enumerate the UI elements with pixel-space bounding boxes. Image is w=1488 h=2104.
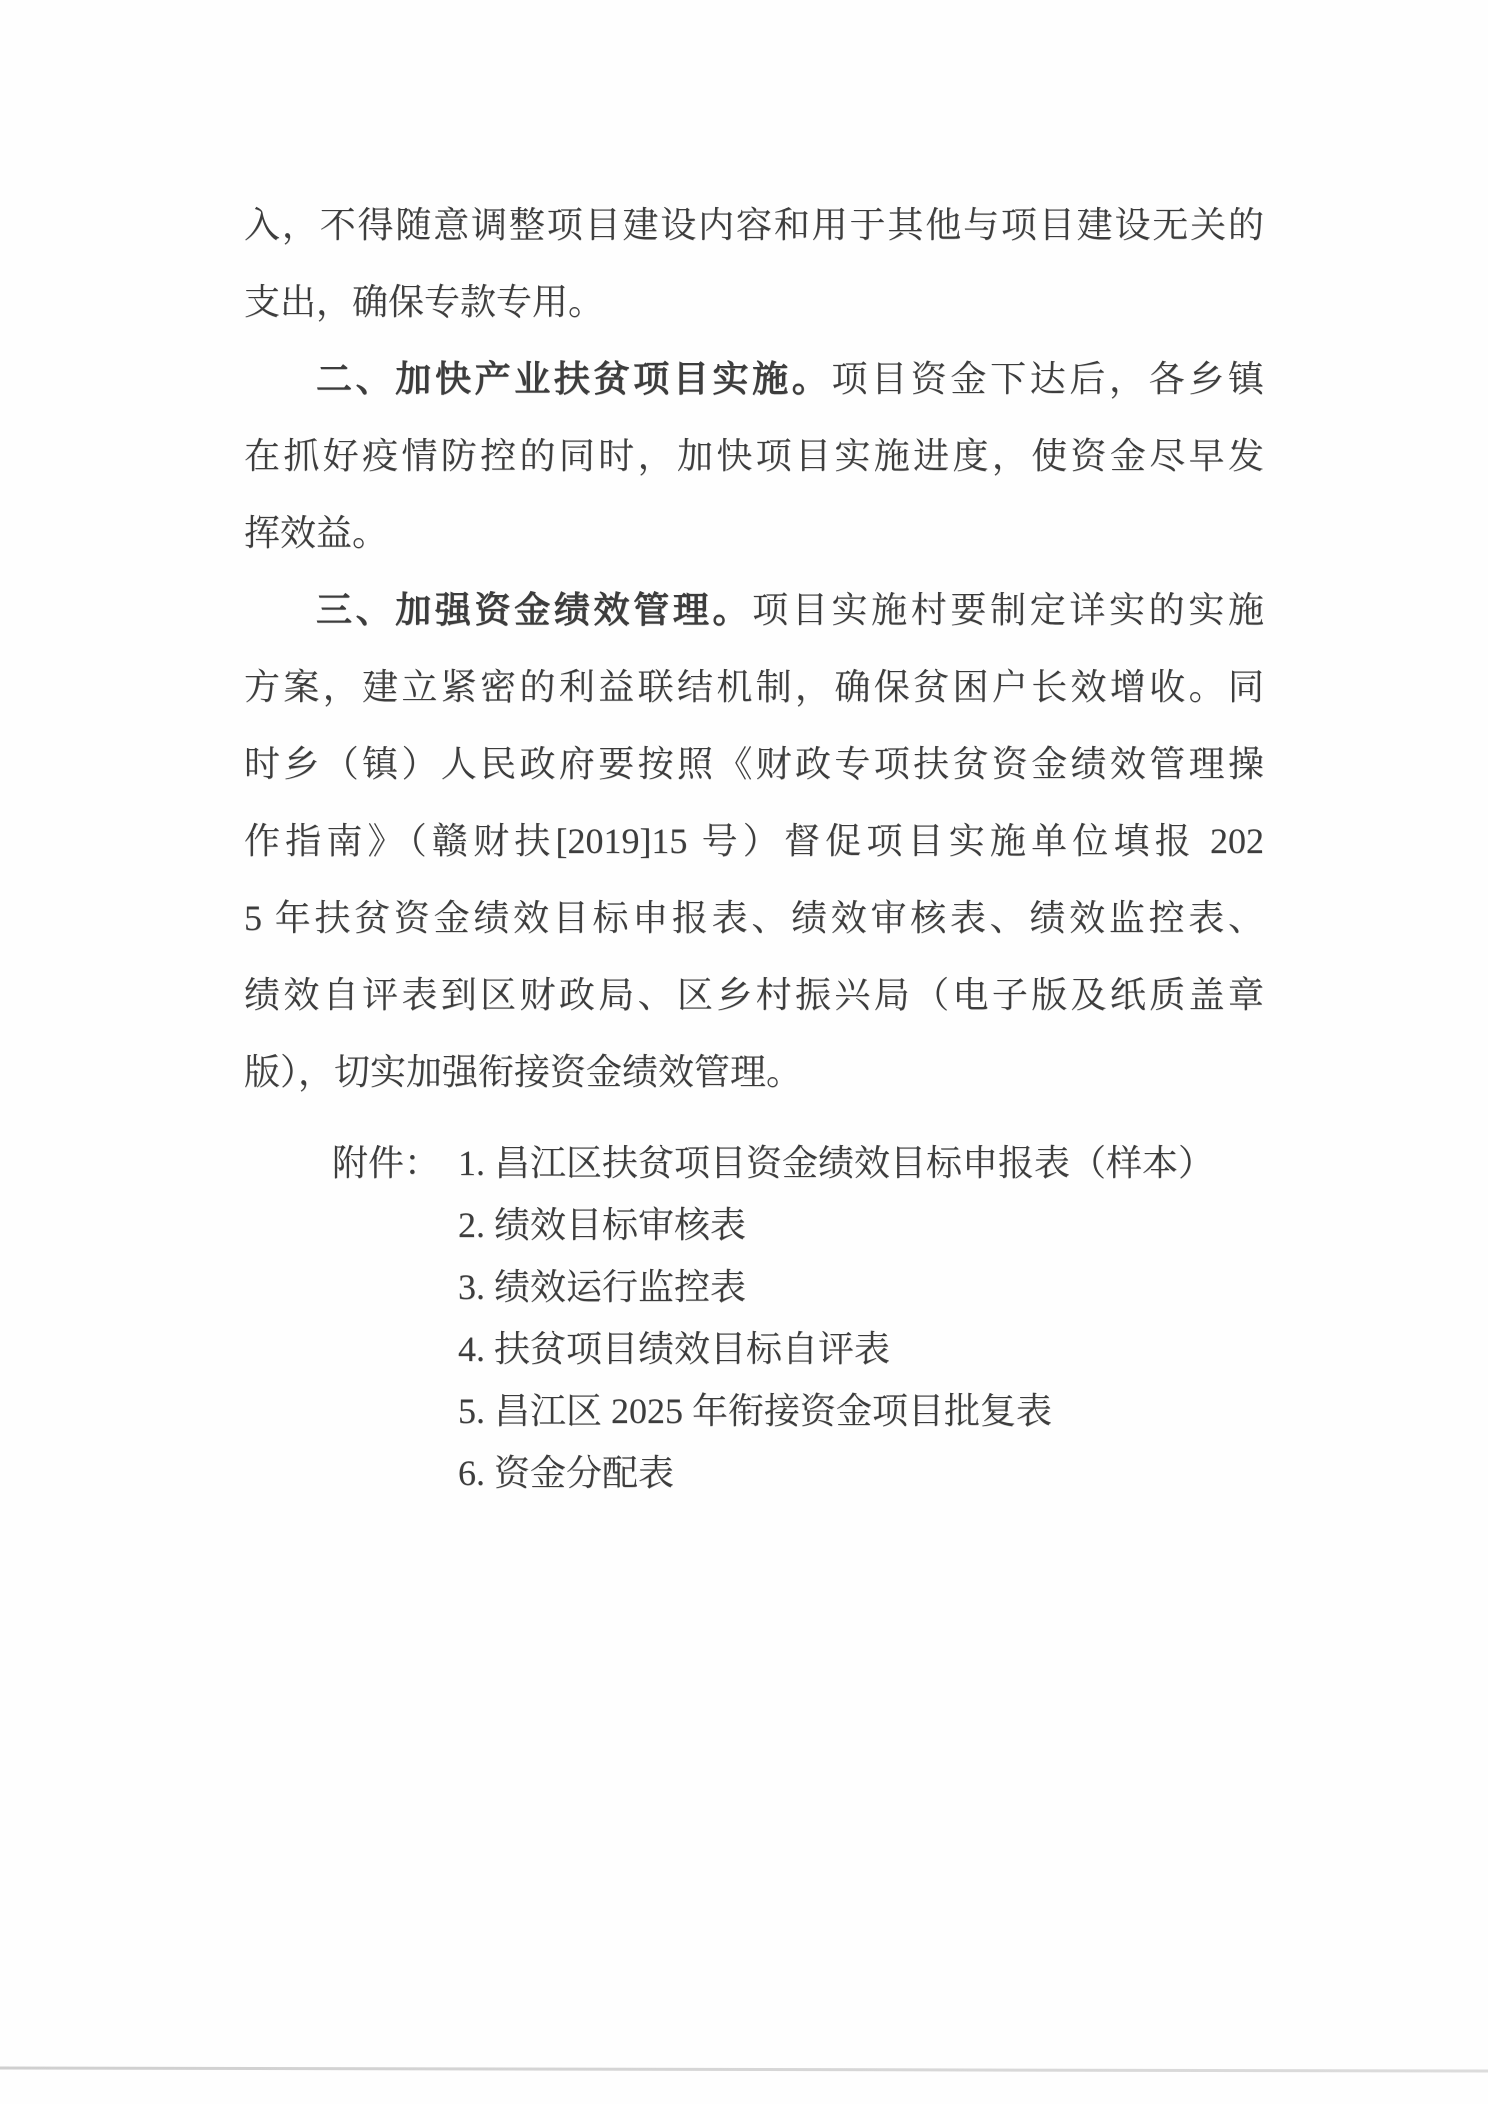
- body-line: [244, 263, 1264, 340]
- body-line: [244, 417, 1264, 494]
- body-line: [244, 956, 1264, 1033]
- attachment-item: 3. 绩效运行监控表: [458, 1267, 747, 1307]
- attachments-block: [332, 1132, 1214, 1504]
- text-run: 5 年扶贫资金绩效目标申报表、绩效审核表、绩效监控表、: [244, 898, 1264, 938]
- body-line: [244, 494, 1264, 571]
- attachment-item: 2. 绩效目标审核表: [458, 1205, 747, 1245]
- text-run: 绩效自评表到区财政局、区乡村振兴局（电子版及纸质盖章: [244, 975, 1264, 1015]
- body-line: [244, 725, 1264, 802]
- bold-run: 三、加强资金绩效管理。: [316, 589, 753, 630]
- text-run: 项目实施村要制定详实的实施: [752, 590, 1264, 630]
- body-line: [244, 1033, 1264, 1110]
- bold-run: 二、加快产业扶贫项目实施。: [316, 358, 832, 399]
- text-run: 项目资金下达后，各乡镇: [831, 359, 1264, 399]
- attachment-item: 1. 昌江区扶贫项目资金绩效目标申报表（样本）: [458, 1143, 1215, 1183]
- body-line: [244, 648, 1264, 725]
- body-line: [244, 571, 1264, 648]
- scan-artifact-line: [0, 2066, 1488, 2072]
- text-run: 作指南》（赣财扶[2019]15 号）督促项目实施单位填报 202: [244, 821, 1264, 861]
- text-run: 入，不得随意调整项目建设内容和用于其他与项目建设无关的: [244, 205, 1264, 245]
- attachment-item: 6. 资金分配表: [458, 1453, 675, 1493]
- attachment-item: 5. 昌江区 2025 年衔接资金项目批复表: [458, 1391, 1053, 1431]
- document-body: [244, 186, 1264, 1110]
- text-run: 挥效益。: [244, 513, 389, 553]
- attachment-item: 4. 扶贫项目绩效目标自评表: [458, 1329, 891, 1369]
- body-line: [244, 802, 1264, 879]
- text-run: 在抓好疫情防控的同时，加快项目实施进度，使资金尽早发: [244, 436, 1264, 476]
- body-line: [244, 186, 1264, 263]
- text-run: 时乡（镇）人民政府要按照《财政专项扶贫资金绩效管理操: [244, 744, 1264, 784]
- body-line: [244, 340, 1264, 417]
- attachments-label: 附件：: [332, 1143, 441, 1183]
- text-run: 版），切实加强衔接资金绩效管理。: [244, 1052, 803, 1092]
- body-line: [244, 879, 1264, 956]
- text-run: 支出，确保专款专用。: [244, 282, 605, 322]
- attachments-list: [458, 1132, 1214, 1504]
- text-run: 方案，建立紧密的利益联结机制，确保贫困户长效增收。同: [244, 667, 1264, 707]
